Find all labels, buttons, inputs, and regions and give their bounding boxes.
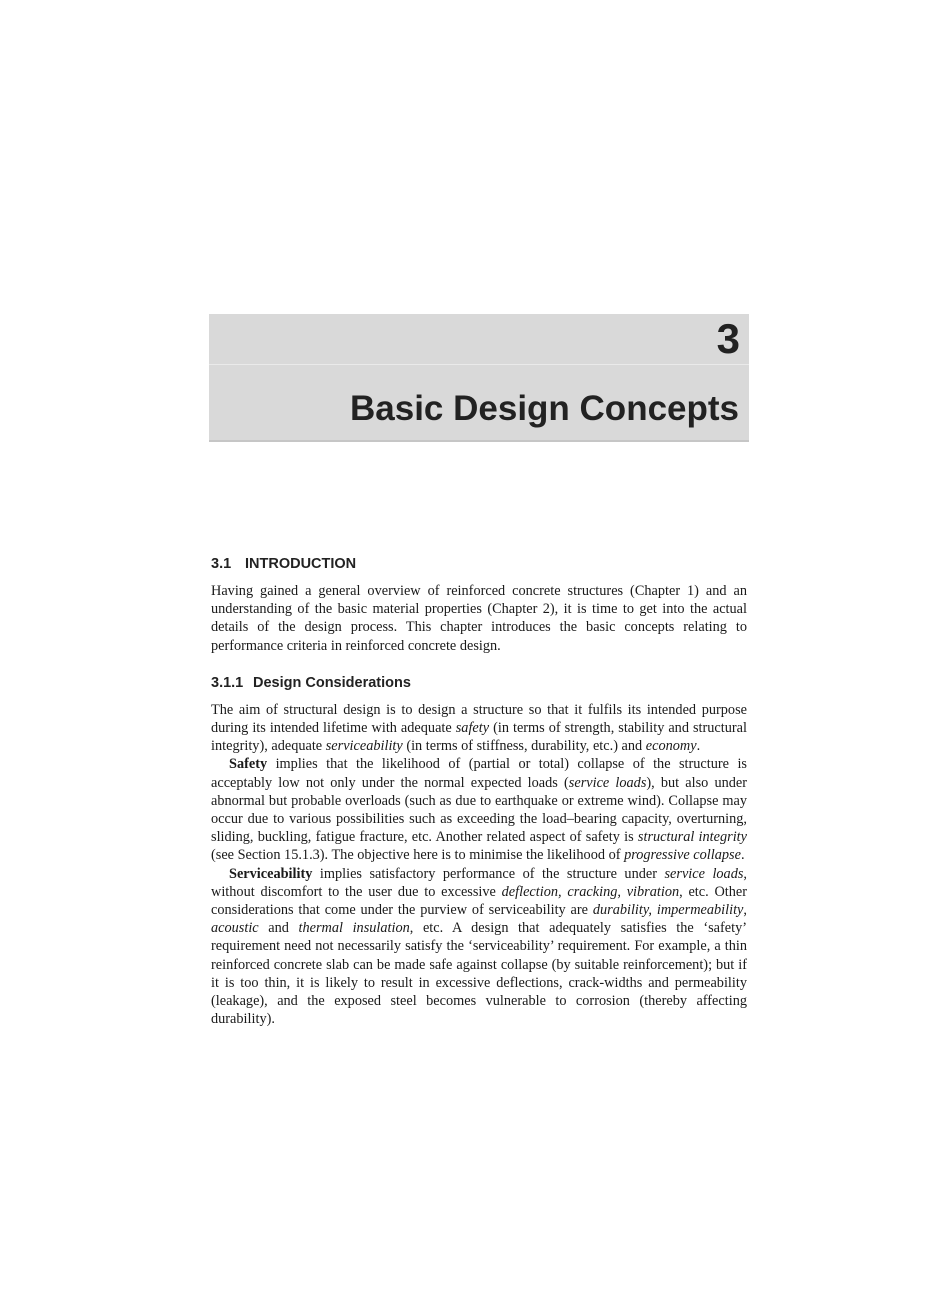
chapter-number: 3 — [716, 315, 740, 362]
subsection-heading — [211, 674, 747, 692]
safety-paragraph: Safety implies that the likelihood of (partial or total) collapse of the structure is acceptably low not only under the normal expected loads (service loads), but also under abnormal but probable overloads (such as due to earthquake or extreme wind). Collapse may occur due to various possibilities such as exceeding the load–bearing capacity, overturning, sliding, buckling, fatigue fracture, etc. Another related aspect of safety is structural integrity (see Section 15.1.3). The objective here is to minimise the likelihood of progressive collapse. — [211, 756, 747, 864]
design-aim-paragraph: The aim of structural design is to design a structure so that it fulfils its intended purpose during its intended lifetime with adequate safety (in terms of strength, stability and structural integrity), adequate serviceability (in terms of stiffness, durability, etc.) and economy. — [211, 701, 747, 755]
safety-term: Safety — [229, 756, 268, 773]
serviceability-paragraph: Serviceability implies satisfactory performance of the structure under service loads, without discomfort to the user due to excessive deflection, cracking, vibration, etc. Other considerations that come under the purview of serviceability are durability, impermeability, acoustic and thermal insulation, etc. A design that adequately satisfies the ‘safety’ requirement need not necessarily satisfy the ‘serviceability’ requirement. For example, a thin reinforced concrete slab can be made safe against collapse (by suitable reinforcement); but if it is too thin, it is likely to result in excessive deflections, crack-widths and permeability (leakage), and the exposed steel becomes vulnerable to corrosion (thereby affecting durability). — [211, 865, 748, 1028]
page-body — [211, 555, 747, 1028]
serviceability-term: Serviceability — [229, 865, 313, 882]
subsection-number: 3.1.1 — [211, 674, 244, 691]
section-heading — [211, 555, 747, 573]
chapter-title: Basic Design Concepts — [350, 389, 739, 428]
banner-bottom-rule — [209, 440, 749, 442]
section-number: 3.1 — [211, 556, 232, 572]
subsection-title: Design Considerations — [253, 674, 411, 691]
banner-divider — [209, 364, 749, 365]
section-title: INTRODUCTION — [245, 556, 357, 572]
chapter-banner — [209, 314, 749, 442]
intro-paragraph: Having gained a general overview of reinforced concrete structures (Chapter 1) and an understanding of the basic material properties (Chapter 2), it is time to get into the actual details of the design process. This chapter introduces the basic concepts relating to performance criteria in reinforced concrete design. — [211, 583, 747, 654]
